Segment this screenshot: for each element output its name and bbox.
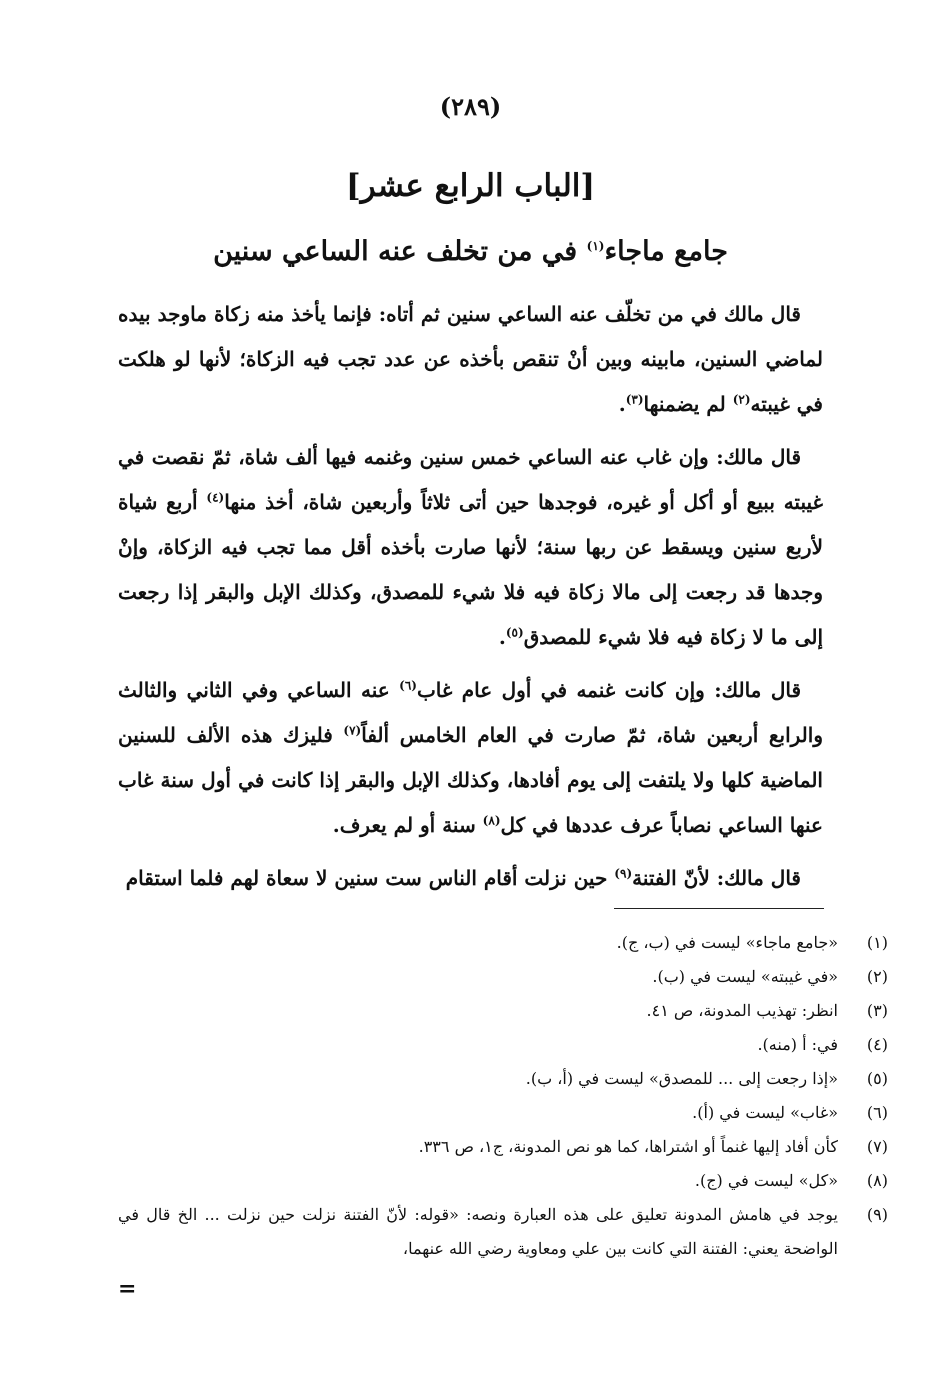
footnotes bbox=[118, 926, 888, 1266]
footnote-number: (٦) bbox=[866, 1103, 888, 1122]
section-title-text: جامع ماجاء bbox=[604, 236, 728, 267]
footnote bbox=[118, 960, 888, 994]
footnote-ref: (٢) bbox=[732, 392, 751, 407]
footnote bbox=[118, 926, 888, 960]
footnote-ref: (٧) bbox=[343, 723, 362, 738]
section-title bbox=[0, 236, 941, 267]
footnote bbox=[118, 1062, 888, 1096]
footnote-ref: (٦) bbox=[399, 678, 417, 693]
footnote-text: «في غيبته» ليست في (ب). bbox=[652, 967, 838, 986]
footnote-text: «جامع ماجاء» ليست في (ب، ج). bbox=[616, 933, 838, 952]
paragraph bbox=[118, 856, 823, 901]
footnote-text: في: أ (منه). bbox=[757, 1035, 838, 1054]
footnote-ref: (٥) bbox=[505, 625, 524, 640]
footnote-ref: (٣) bbox=[625, 392, 644, 407]
footnote-ref: (٩) bbox=[614, 866, 633, 881]
footnote bbox=[118, 1130, 888, 1164]
paragraph-text: . bbox=[618, 392, 626, 416]
footnote bbox=[118, 1028, 888, 1062]
footnote-number: (٨) bbox=[866, 1171, 888, 1190]
paragraph-text: عنه الساعي وفي الثاني والثالث والرابع أربعين شاة، ثمّ صارت في العام الخامس ألفاً bbox=[118, 678, 823, 747]
paragraph-text: . bbox=[498, 625, 506, 649]
footnote-number: (٣) bbox=[866, 1001, 888, 1020]
paragraph-text: أربع شياة لأربع سنين ويسقط عن ربها سنة؛ لأنها صارت بأخذه أقل مما تجب فيه الزكاة، وإنْ وجدها قد رجعت إلى مالا زكاة فيه فلا شيء للمصدق، وكذلك الإبل والبقر إذا رجعت إلى ما لا زكاة فيه فلا شيء للمصدق bbox=[118, 490, 824, 649]
footnote-text: «إذا رجعت إلى ... للمصدق» ليست في (أ، ب). bbox=[525, 1069, 838, 1088]
chapter-title: [الباب الرابع عشر] bbox=[345, 168, 596, 204]
paragraph bbox=[118, 435, 823, 660]
paragraph-text: قال مالك في من تخلّف عنه الساعي سنين ثم أتاه: فإنما يأخذ منه زكاة ماوجد بيده لماضي السنين، مابينه وبين أنْ تنقص بأخذه عن عدد تجب فيه الزكاة؛ لأنها لو هلكت في غيبته bbox=[118, 302, 823, 416]
footnote bbox=[118, 994, 888, 1028]
footnote-ref: (٨) bbox=[482, 813, 501, 828]
footnote-ref: (٤) bbox=[206, 490, 225, 505]
footnote bbox=[118, 1198, 888, 1266]
footnote-number: (٩) bbox=[866, 1205, 888, 1224]
paragraph bbox=[118, 668, 823, 848]
paragraph-text: حين نزلت أقام الناس ست سنين لا سعاة لهم فلما استقام bbox=[125, 866, 615, 890]
paragraph-text: قال مالك: لأنّ الفتنة bbox=[632, 866, 801, 890]
footnote-number: (٢) bbox=[866, 967, 888, 986]
paragraph bbox=[118, 292, 823, 427]
paragraph-text: لم يضمنها bbox=[643, 392, 733, 416]
footnote-text: «غاب» ليست في (أ). bbox=[692, 1103, 838, 1122]
footnote-text: يوجد في هامش المدونة تعليق على هذه العبارة ونصه: «قوله: لأنّ الفتنة نزلت حين نزلت ... الخ قال في الواضحة يعني: الفتنة التي كانت بين علي ومعاوية رضي الله عنهما، bbox=[118, 1205, 839, 1258]
footnote-number: (٧) bbox=[866, 1137, 888, 1156]
paragraph-text: سنة أو لم يعرف. bbox=[332, 813, 483, 837]
paragraph-text: قال مالك: وإن كانت غنمه في أول عام غاب bbox=[416, 678, 801, 702]
footnote-text: كأن أفاد إليها غنماً أو اشتراها، كما هو نص المدونة، ج١، ص ٣٣٦. bbox=[418, 1137, 838, 1156]
footnote-ref: (١) bbox=[586, 239, 605, 253]
continuation-mark: = bbox=[118, 1276, 137, 1302]
section-title-text: في من تخلف عنه الساعي سنين bbox=[213, 236, 587, 267]
footnote bbox=[118, 1164, 888, 1198]
footnote-number: (٥) bbox=[866, 1069, 888, 1088]
footnote-number: (٤) bbox=[866, 1035, 888, 1054]
footnote bbox=[118, 1096, 888, 1130]
paragraph-text: قال مالك: وإن غاب عنه الساعي خمس سنين وغنمه فيها ألف شاة، ثمّ نقصت في غيبته ببيع أو أكل أو غيره، فوجدها حين أتى ثلاثاً وأربعين شاة، أخذ منها bbox=[118, 445, 823, 514]
page-number: (٢٨٩) bbox=[439, 92, 502, 121]
paragraph-text: فليزك هذه الألف للسنين الماضية كلها ولا يلتفت إلى يوم أفادها، وكذلك الإبل والبقر إذا كانت في أول سنة غاب عنها الساعي نصاباً عرف عددها في كل bbox=[118, 723, 823, 837]
footnote-number: (١) bbox=[866, 933, 888, 952]
footnote-divider bbox=[614, 908, 824, 909]
main-text bbox=[118, 292, 823, 909]
footnote-text: انظر: تهذيب المدونة، ص ٤١. bbox=[646, 1001, 838, 1020]
footnote-text: «كل» ليست في (ج). bbox=[694, 1171, 838, 1190]
